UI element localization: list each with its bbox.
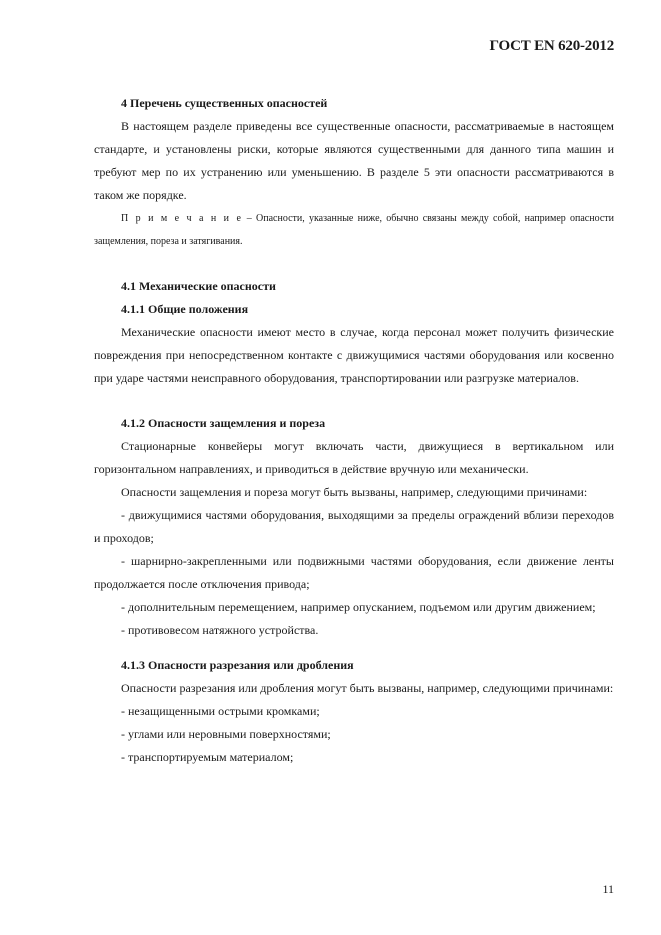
- section-4-1-3-paragraph: Опасности разрезания или дробления могут быть вызваны, например, следующими причинами:: [121, 681, 614, 695]
- section-4-1-2-paragraph-2: Опасности защемления и пореза могут быть вызваны, например, следующими причинами:: [121, 485, 588, 499]
- list-item: - углами или неровными поверхностями;: [121, 727, 331, 741]
- section-4-1-2-paragraph-1: Стационарные конвейеры могут включать части, движущиеся в вертикальном или горизонтальном направлениях, и приводиться в действие вручную или механически.: [94, 439, 614, 476]
- note-label: П р и м е ч а н и е: [121, 213, 243, 224]
- section-4-heading: 4 Перечень существенных опасностей: [121, 96, 328, 110]
- section-4-paragraph: В настоящем разделе приведены все существенные опасности, рассматриваемые в настоящем стандарте, и установлены риски, которые являются существенными для данного типа машин и требуют мер по их устранению или уменьшению. В разделе 5 эти опасности рассматриваются в таком же порядке.: [94, 119, 614, 202]
- document-body: [94, 92, 614, 769]
- list-item: - противовесом натяжного устройства.: [121, 623, 319, 637]
- note-text: – Опасности, указанные ниже, обычно связаны между собой, например опасности защемления, пореза и затягивания.: [94, 213, 614, 247]
- page-number: 11: [602, 882, 614, 896]
- section-4-1-2-heading: 4.1.2 Опасности защемления и пореза: [121, 416, 326, 430]
- section-4-1-3-heading: 4.1.3 Опасности разрезания или дробления: [121, 658, 354, 672]
- list-item: - дополнительным перемещением, например опусканием, подъемом или другим движением;: [121, 600, 596, 614]
- document-header: ГОСТ EN 620-2012: [489, 38, 614, 54]
- section-4-1-1-heading: 4.1.1 Общие положения: [121, 302, 249, 316]
- list-item: - транспортируемым материалом;: [121, 750, 294, 764]
- list-item: - шарнирно-закрепленными или подвижными частями оборудования, если движение ленты продолжается после отключения привода;: [94, 554, 614, 591]
- section-4-note: [94, 207, 614, 253]
- list-item: - незащищенными острыми кромками;: [121, 704, 320, 718]
- section-4-1-1-paragraph: Механические опасности имеют место в случае, когда персонал может получить физические повреждения при непосредственном контакте с движущимися частями оборудования или косвенно при ударе частями неисправного оборудования, транспортировании или разгрузке материалов.: [94, 325, 614, 385]
- section-4-1-heading: 4.1 Механические опасности: [121, 279, 276, 293]
- list-item: - движущимися частями оборудования, выходящими за пределы ограждений вблизи переходов и проходов;: [94, 508, 614, 545]
